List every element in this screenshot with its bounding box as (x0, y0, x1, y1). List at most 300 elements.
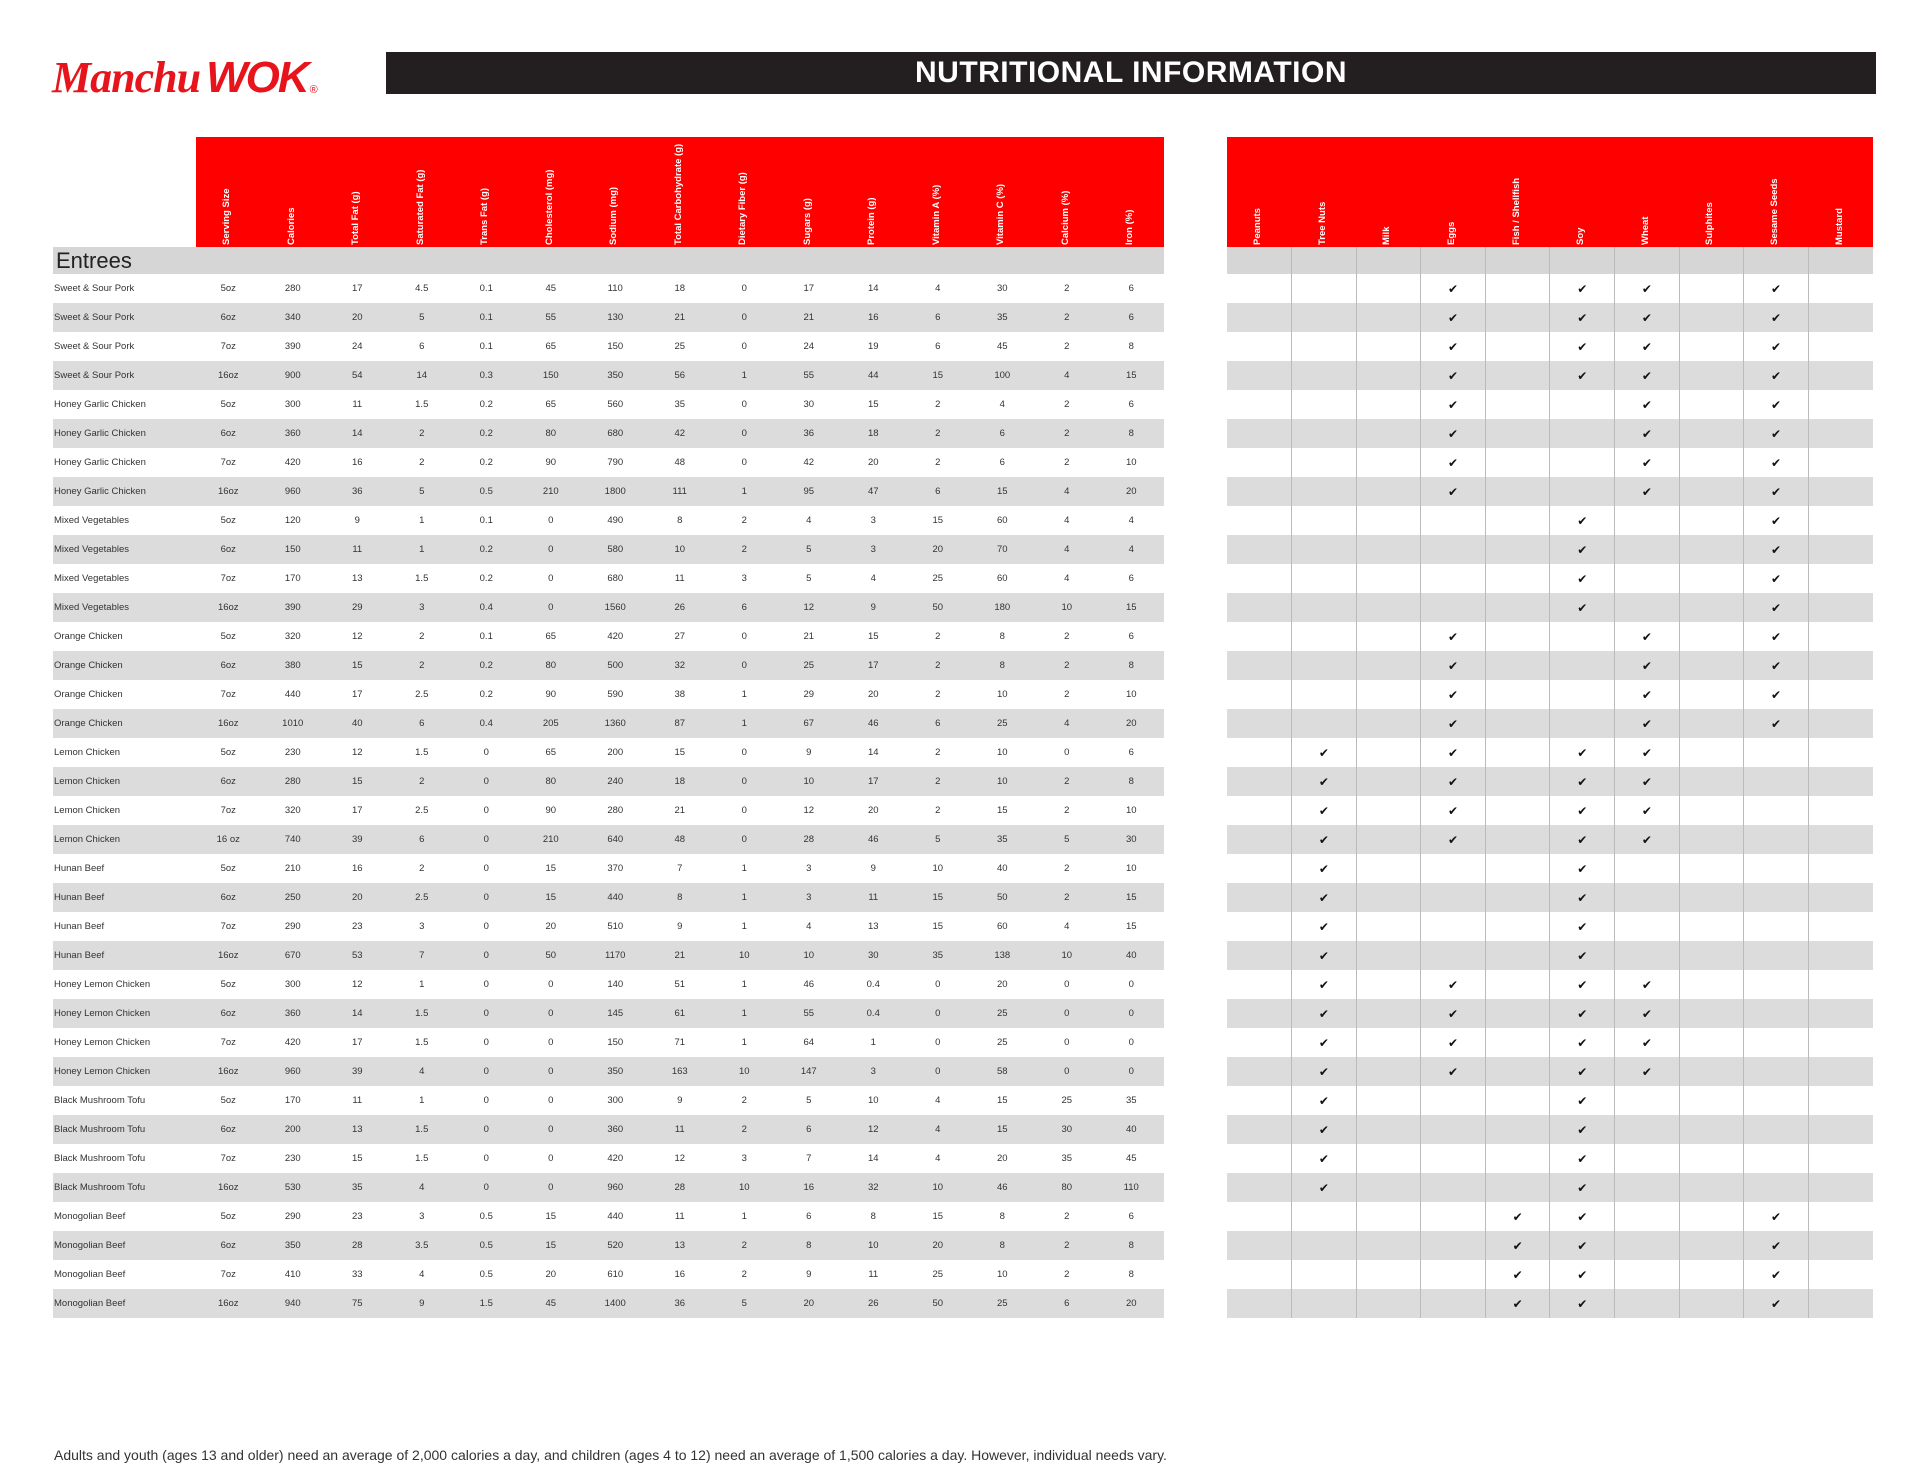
nutrition-value: 23 (351, 1211, 363, 1222)
nutrition-value: 20 (996, 1153, 1008, 1164)
nutrition-value: 8 (1128, 1269, 1134, 1280)
nutrition-value: 7 (806, 1153, 812, 1164)
nutrition-value: 0 (519, 1173, 584, 1202)
allergen-section-cell (1292, 247, 1357, 274)
nutrition-header-cell (906, 137, 971, 247)
nutrition-value: 27 (674, 631, 686, 642)
allergen-cell (1292, 883, 1357, 912)
nutrition-value: 15 (970, 1115, 1035, 1144)
allergen-cell (1485, 564, 1550, 593)
nutrition-value: 54 (325, 361, 390, 390)
allergen-cell (1615, 1231, 1680, 1260)
allergen-cell (1227, 1260, 1292, 1289)
check-icon: ✔ (1641, 1035, 1652, 1050)
allergen-header-label: Peanuts (1252, 208, 1264, 245)
nutrition-value: 4 (935, 1153, 941, 1164)
nutrition-value: 11 (674, 1211, 685, 1222)
allergen-cell (1679, 1260, 1744, 1289)
check-icon: ✔ (1577, 1180, 1588, 1195)
nutrition-value: 6 (970, 419, 1035, 448)
allergen-section-cell (1550, 247, 1615, 274)
nutrition-value: 320 (284, 805, 301, 816)
allergen-cell (1421, 738, 1486, 767)
item-name: Mixed Vegetables (53, 535, 196, 564)
nutrition-value: 9 (677, 921, 683, 932)
allergen-row (1227, 1086, 1873, 1115)
nutrition-value: 6 (906, 709, 971, 738)
nutrition-value: 0 (712, 303, 777, 332)
nutrition-header-label: Protein (g) (866, 197, 878, 245)
allergen-cell (1356, 593, 1421, 622)
allergen-row (1227, 332, 1873, 361)
allergen-cell (1808, 883, 1873, 912)
nutrition-value: 87 (648, 709, 713, 738)
nutrition-value: 80 (519, 767, 584, 796)
allergen-cell (1227, 535, 1292, 564)
check-icon: ✔ (1318, 1093, 1329, 1108)
nutrition-value: 120 (284, 515, 301, 526)
check-icon: ✔ (1641, 310, 1652, 325)
check-icon: ✔ (1448, 368, 1459, 383)
allergen-cell (1744, 970, 1809, 999)
nutrition-value: 6 (1128, 283, 1134, 294)
allergen-cell (1356, 1289, 1421, 1318)
item-name: Orange Chicken (53, 651, 196, 680)
nutrition-value: 55 (777, 361, 842, 390)
allergen-cell (1808, 912, 1873, 941)
allergen-cell (1227, 1028, 1292, 1057)
nutrition-value: 8 (1099, 419, 1164, 448)
nutrition-value: 1 (712, 709, 777, 738)
nutrition-value: 280 (607, 805, 624, 816)
allergen-cell (1679, 332, 1744, 361)
check-icon: ✔ (1641, 803, 1652, 818)
nutrition-value: 360 (261, 419, 326, 448)
nutrition-value: 2 (1064, 457, 1070, 468)
nutrition-value: 10 (996, 689, 1008, 700)
check-icon: ✔ (1771, 368, 1782, 383)
allergen-cell (1292, 332, 1357, 361)
nutrition-value: 6oz (196, 651, 261, 680)
nutrition-value: 0 (712, 767, 777, 796)
nutrition-value: 15 (1099, 883, 1164, 912)
check-icon: ✔ (1641, 716, 1652, 731)
allergen-cell (1356, 680, 1421, 709)
nutrition-value: 6oz (196, 1115, 261, 1144)
nutrition-value: 16 (674, 1269, 686, 1280)
allergen-cell (1615, 419, 1680, 448)
check-icon: ✔ (1771, 484, 1782, 499)
allergen-cell (1421, 709, 1486, 738)
item-name: Honey Garlic Chicken (53, 419, 196, 448)
nutrition-header-cell (261, 137, 326, 247)
nutrition-value: 35 (906, 941, 971, 970)
item-name: Honey Lemon Chicken (53, 999, 196, 1028)
nutrition-value: 2 (1035, 419, 1100, 448)
allergen-cell (1550, 332, 1615, 361)
nutrition-value: 8 (999, 631, 1005, 642)
check-icon: ✔ (1577, 1296, 1588, 1311)
nutrition-value: 6oz (196, 303, 261, 332)
allergen-cell (1292, 709, 1357, 738)
nutrition-header-label: Dietary Fiber (g) (737, 172, 749, 245)
allergen-cell (1421, 912, 1486, 941)
allergen-cell (1744, 332, 1809, 361)
nutrition-value: 610 (607, 1269, 624, 1280)
item-name: Orange Chicken (53, 709, 196, 738)
nutrition-value: 1 (741, 1037, 747, 1048)
check-icon: ✔ (1448, 774, 1459, 789)
check-icon: ✔ (1577, 1006, 1588, 1021)
nutrition-value: 390 (284, 341, 301, 352)
nutrition-value: 680 (607, 573, 624, 584)
nutrition-value: 960 (261, 477, 326, 506)
allergen-cell (1615, 709, 1680, 738)
nutrition-value: 10 (712, 941, 777, 970)
nutrition-value: 300 (284, 979, 301, 990)
allergen-cell (1808, 593, 1873, 622)
allergen-cell (1550, 274, 1615, 303)
nutrition-value: 0 (712, 651, 777, 680)
nutrition-value: 2 (935, 689, 941, 700)
allergen-cell (1227, 1289, 1292, 1318)
nutrition-value: 12 (351, 631, 363, 642)
nutrition-value: 111 (648, 477, 713, 506)
nutrition-header-label: Calcium (%) (1059, 190, 1071, 245)
nutrition-header-cell (841, 137, 906, 247)
nutrition-header-label: Trans Fat (g) (479, 187, 491, 245)
nutrition-value: 350 (583, 1057, 648, 1086)
allergen-cell (1485, 535, 1550, 564)
allergen-cell (1356, 767, 1421, 796)
table-row (53, 796, 1164, 825)
allergen-cell (1227, 767, 1292, 796)
nutrition-value: 0.5 (454, 477, 519, 506)
nutrition-value: 16 (351, 457, 363, 468)
allergen-cell (1615, 1260, 1680, 1289)
nutrition-value: 35 (970, 825, 1035, 854)
table-row (53, 941, 1164, 970)
nutrition-value: 35 (325, 1173, 390, 1202)
allergen-cell (1421, 825, 1486, 854)
nutrition-value: 5oz (220, 979, 236, 990)
nutrition-value: 15 (325, 651, 390, 680)
nutrition-value: 10 (777, 941, 842, 970)
allergen-cell (1421, 970, 1486, 999)
allergen-cell (1356, 1173, 1421, 1202)
allergen-cell (1356, 1115, 1421, 1144)
allergen-section-cell (1356, 247, 1421, 274)
item-name: Honey Garlic Chicken (54, 399, 146, 410)
allergen-cell (1550, 767, 1615, 796)
check-icon: ✔ (1771, 281, 1782, 296)
nutrition-value: 440 (583, 883, 648, 912)
allergen-cell (1421, 274, 1486, 303)
nutrition-value: 15 (1099, 361, 1164, 390)
allergen-cell (1227, 970, 1292, 999)
nutrition-value: 0 (483, 921, 489, 932)
allergen-cell (1744, 390, 1809, 419)
allergen-cell (1485, 622, 1550, 651)
check-icon: ✔ (1577, 1064, 1588, 1079)
nutrition-value: 6 (1035, 1289, 1100, 1318)
nutrition-value: 67 (777, 709, 842, 738)
check-icon: ✔ (1577, 890, 1588, 905)
nutrition-value: 1170 (583, 941, 648, 970)
nutrition-value: 4 (935, 1095, 941, 1106)
allergen-cell (1421, 477, 1486, 506)
nutrition-value: 2 (419, 457, 425, 468)
allergen-header-label: Milk (1381, 226, 1393, 245)
nutrition-value: 5 (390, 303, 455, 332)
allergen-cell (1808, 1057, 1873, 1086)
allergen-cell (1744, 1173, 1809, 1202)
nutrition-value: 0.4 (454, 593, 519, 622)
nutrition-value: 25 (674, 341, 686, 352)
nutrition-value: 0.4 (866, 979, 880, 990)
nutrition-value: 21 (674, 805, 686, 816)
nutrition-value: 6oz (196, 535, 261, 564)
table-row (53, 448, 1164, 477)
nutrition-value: 45 (996, 341, 1008, 352)
allergen-cell (1808, 999, 1873, 1028)
allergen-cell (1421, 651, 1486, 680)
table-row (53, 738, 1164, 767)
nutrition-value: 580 (583, 535, 648, 564)
check-icon: ✔ (1771, 600, 1782, 615)
table-row (53, 1202, 1164, 1231)
allergen-row (1227, 738, 1873, 767)
allergen-cell (1421, 999, 1486, 1028)
allergen-cell (1227, 303, 1292, 332)
nutrition-value: 55 (777, 999, 842, 1028)
check-icon: ✔ (1448, 1006, 1459, 1021)
check-icon: ✔ (1318, 1151, 1329, 1166)
allergen-cell (1679, 796, 1744, 825)
check-icon: ✔ (1577, 1122, 1588, 1137)
nutrition-value: 0 (741, 631, 747, 642)
allergen-cell (1550, 854, 1615, 883)
allergen-header-label: Soy (1575, 227, 1587, 245)
allergen-cell (1292, 1289, 1357, 1318)
check-icon: ✔ (1318, 1064, 1329, 1079)
table-row (53, 1115, 1164, 1144)
allergen-header-cell (1227, 137, 1292, 247)
item-name: Honey Lemon Chicken (53, 1057, 196, 1086)
nutrition-value: 1 (419, 515, 425, 526)
nutrition-value: 0 (1035, 1057, 1100, 1086)
nutrition-value: 25 (970, 709, 1035, 738)
check-icon: ✔ (1771, 687, 1782, 702)
table-row (53, 419, 1164, 448)
nutrition-value: 5oz (220, 399, 236, 410)
item-name: Hunan Beef (54, 921, 105, 932)
nutrition-value: 2 (1064, 283, 1070, 294)
allergen-cell (1421, 419, 1486, 448)
nutrition-value: 50 (906, 1289, 971, 1318)
allergen-cell (1808, 1231, 1873, 1260)
allergen-cell (1485, 970, 1550, 999)
allergen-cell (1356, 825, 1421, 854)
allergen-cell (1421, 1115, 1486, 1144)
allergen-cell (1485, 883, 1550, 912)
nutrition-value: 1 (390, 535, 455, 564)
item-name: Lemon Chicken (54, 747, 121, 758)
nutrition-value: 0 (548, 1095, 554, 1106)
nutrition-value: 9 (806, 747, 812, 758)
nutrition-value: 0 (741, 747, 747, 758)
nutrition-header-label: Serving Size (221, 188, 233, 245)
check-icon: ✔ (1641, 774, 1652, 789)
allergen-cell (1550, 883, 1615, 912)
allergen-cell (1421, 535, 1486, 564)
table-row (53, 1173, 1164, 1202)
nutrition-value: 2 (1035, 303, 1100, 332)
nutrition-value: 740 (261, 825, 326, 854)
nutrition-value: 95 (777, 477, 842, 506)
allergen-cell (1615, 622, 1680, 651)
nutrition-value: 2 (1064, 341, 1070, 352)
nutrition-value: 2 (1035, 651, 1100, 680)
item-name: Black Mushroom Tofu (53, 1115, 196, 1144)
check-icon: ✔ (1448, 832, 1459, 847)
nutrition-value: 1.5 (415, 399, 429, 410)
footnote: Adults and youth (ages 13 and older) need an average of 2,000 calories a day, and children (ages 4 to 12) need an average of 1,500 calories a day. However, individual needs vary. (54, 1447, 1167, 1463)
nutrition-value: 28 (777, 825, 842, 854)
allergen-cell (1679, 709, 1744, 738)
allergen-cell (1227, 796, 1292, 825)
nutrition-value: 50 (970, 883, 1035, 912)
nutrition-header-cell (196, 137, 261, 247)
nutrition-value: 39 (325, 1057, 390, 1086)
nutrition-value: 0.4 (841, 999, 906, 1028)
nutrition-value: 15 (932, 921, 944, 932)
nutrition-value: 11 (648, 1115, 713, 1144)
table-row (53, 767, 1164, 796)
allergen-cell (1292, 303, 1357, 332)
nutrition-value: 0 (519, 1115, 584, 1144)
check-icon: ✔ (1318, 1180, 1329, 1195)
check-icon: ✔ (1577, 600, 1588, 615)
allergen-cell (1679, 419, 1744, 448)
allergen-cell (1550, 419, 1615, 448)
table-row (53, 999, 1164, 1028)
nutrition-value: 26 (841, 1289, 906, 1318)
allergen-cell (1679, 738, 1744, 767)
nutrition-value: 16oz (196, 477, 261, 506)
allergen-cell (1808, 274, 1873, 303)
table-row (53, 535, 1164, 564)
nutrition-value: 2 (741, 1095, 747, 1106)
check-icon: ✔ (1448, 658, 1459, 673)
check-icon: ✔ (1318, 1035, 1329, 1050)
nutrition-value: 30 (841, 941, 906, 970)
nutrition-value: 6 (1128, 747, 1134, 758)
check-icon: ✔ (1641, 484, 1652, 499)
nutrition-value: 10 (648, 535, 713, 564)
nutrition-value: 6 (935, 341, 941, 352)
check-icon: ✔ (1771, 455, 1782, 470)
allergen-cell (1292, 1028, 1357, 1057)
nutrition-value: 46 (803, 979, 815, 990)
allergen-header-label: Tree Nuts (1316, 201, 1328, 245)
allergen-cell (1550, 303, 1615, 332)
allergen-cell (1550, 564, 1615, 593)
allergen-row (1227, 709, 1873, 738)
allergen-cell (1485, 825, 1550, 854)
allergen-row (1227, 970, 1873, 999)
check-icon: ✔ (1577, 832, 1588, 847)
check-icon: ✔ (1448, 426, 1459, 441)
item-name: Hunan Beef (53, 941, 196, 970)
nutrition-value: 6 (906, 477, 971, 506)
nutrition-value: 0 (1099, 1057, 1164, 1086)
allergen-cell (1808, 1115, 1873, 1144)
nutrition-header-cell (1035, 137, 1100, 247)
allergen-cell (1615, 1289, 1680, 1318)
allergen-cell (1356, 1057, 1421, 1086)
check-icon: ✔ (1771, 1209, 1782, 1224)
nutrition-value: 3 (806, 863, 812, 874)
nutrition-value: 380 (261, 651, 326, 680)
allergen-cell (1615, 1115, 1680, 1144)
allergen-cell (1356, 941, 1421, 970)
nutrition-value: 30 (1099, 825, 1164, 854)
check-icon: ✔ (1318, 948, 1329, 963)
nutrition-value: 0.2 (454, 535, 519, 564)
allergen-cell (1615, 1057, 1680, 1086)
nutrition-value: 6 (390, 709, 455, 738)
nutrition-value: 16 (351, 863, 363, 874)
allergen-cell (1550, 1057, 1615, 1086)
nutrition-value: 10 (1125, 863, 1137, 874)
nutrition-value: 90 (545, 689, 557, 700)
nutrition-value: 20 (1099, 709, 1164, 738)
nutrition-value: 2 (935, 631, 941, 642)
nutrition-header-label: Iron (%) (1124, 209, 1136, 245)
allergen-row (1227, 1115, 1873, 1144)
check-icon: ✔ (1318, 1122, 1329, 1137)
nutrition-value: 15 (970, 477, 1035, 506)
nutrition-value: 30 (996, 283, 1008, 294)
nutrition-value: 2.5 (390, 883, 455, 912)
nutrition-value: 7 (677, 863, 683, 874)
allergen-cell (1227, 1144, 1292, 1173)
allergen-cell (1292, 999, 1357, 1028)
nutrition-value: 9 (677, 1095, 683, 1106)
nutrition-value: 10 (1125, 457, 1137, 468)
nutrition-value: 6 (1128, 573, 1134, 584)
nutrition-value: 1.5 (415, 1153, 429, 1164)
nutrition-value: 15 (545, 1211, 557, 1222)
check-icon: ✔ (1641, 1064, 1652, 1079)
nutrition-value: 61 (648, 999, 713, 1028)
table-row (53, 912, 1164, 941)
allergen-cell (1679, 1115, 1744, 1144)
nutrition-value: 5 (1035, 825, 1100, 854)
allergen-cell (1615, 535, 1680, 564)
nutrition-value: 230 (284, 1153, 301, 1164)
allergen-cell (1679, 651, 1744, 680)
nutrition-value: 290 (284, 1211, 301, 1222)
nutrition-value: 1 (419, 1095, 425, 1106)
nutrition-value: 0 (741, 399, 747, 410)
allergen-cell (1421, 361, 1486, 390)
allergen-header-cell (1615, 137, 1680, 247)
allergen-cell (1808, 1289, 1873, 1318)
allergen-cell (1679, 390, 1744, 419)
nutrition-value: 7oz (220, 457, 236, 468)
